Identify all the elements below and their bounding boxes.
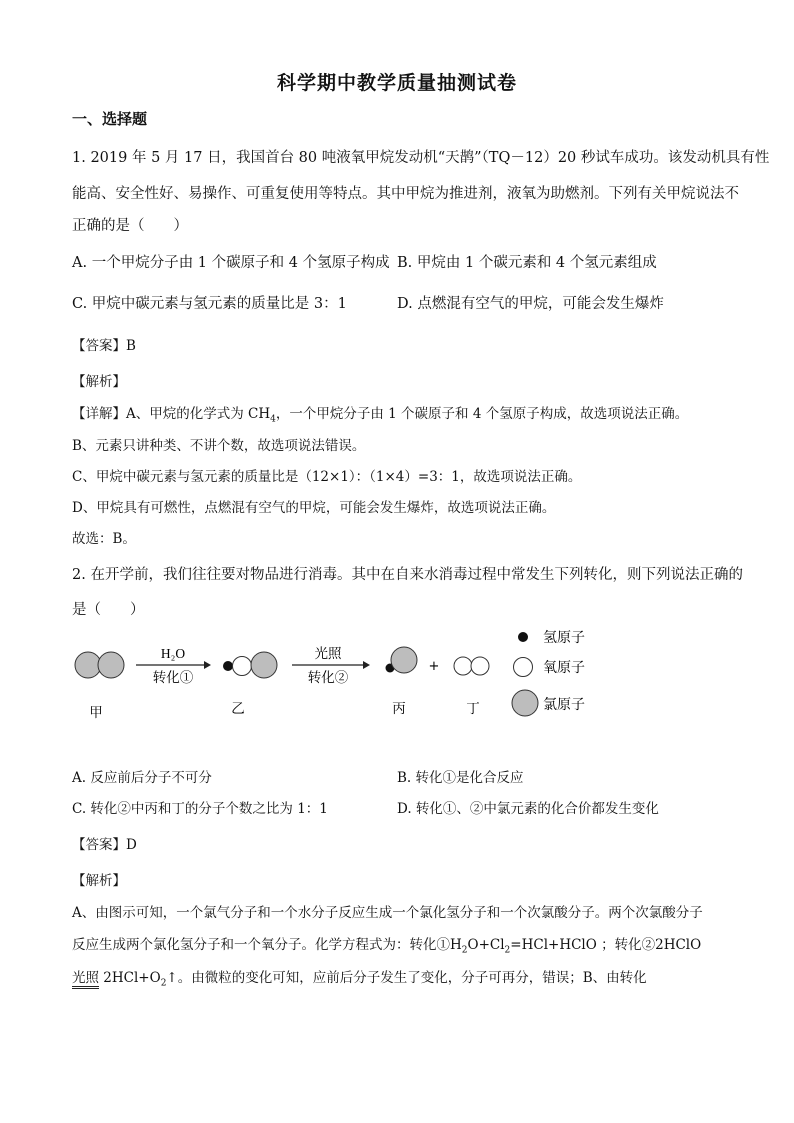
molecule-bing [386, 647, 418, 673]
q2-option-a: A. 反应前后分子不可分 [72, 770, 212, 786]
reaction-diagram [0, 625, 794, 725]
section-heading: 一、选择题 [72, 110, 148, 128]
q1-option-c: C. 甲烷中碳元素与氢元素的质量比是 3：1 [72, 296, 347, 312]
q2-analysis-line3: 光照 $2HCl+O_2↑$。由微粒的变化可知，应前后分子发生了变化，分子可再分，错误；B、由转化 [72, 970, 647, 989]
q1-analysis-b: B、元素只讲种类、不讲个数，故选项说法错误。 [72, 438, 366, 454]
legend-hydrogen: 氢原子 [543, 630, 585, 646]
q1-analysis-c: C、甲烷中碳元素与氢元素的质量比是（12×1）：（1×4）=3：1，故选项说法正确。 [72, 469, 582, 485]
q2-option-d: D. 转化①、②中氯元素的化合价都发生变化 [397, 801, 659, 817]
label-yi: 乙 [231, 701, 245, 717]
legend-chlorine-marker [512, 690, 538, 716]
label-ding: 丁 [466, 701, 480, 717]
q1-detail-line: 【详解】A、甲烷的化学式为 $CH_4$，一个甲烷分子由 1 个碳原子和 4 个氢原子构成，故选项说法正确。 [72, 406, 689, 425]
legend-chlorine: 氯原子 [543, 697, 585, 713]
q2-analysis-heading: 【解析】 [72, 873, 126, 889]
legend-oxygen-marker [514, 658, 533, 677]
molecule-yi [223, 652, 277, 678]
q1-analysis-d: D、甲烷具有可燃性，点燃混有空气的甲烷，可能会发生爆炸，故选项说法正确。 [72, 500, 556, 516]
arrow2-label: 转化② [307, 670, 349, 686]
molecule-ding [454, 657, 489, 675]
q1-stem-line3: 正确的是（ ） [72, 218, 188, 234]
q1-option-d: D. 点燃混有空气的甲烷，可能会发生爆炸 [397, 296, 664, 312]
q1-choose: 故选：B。 [72, 531, 136, 547]
q1-stem-line2: 能高、安全性好、易操作、可重复使用等特点。其中甲烷为推进剂，液氧为助燃剂。下列有关甲烷说法不 [72, 186, 739, 202]
q1-option-a: A. 一个甲烷分子由 1 个碳原子和 4 个氢原子构成 [72, 255, 390, 271]
q2-analysis-line2: 反应生成两个氯化氢分子和一个氧分子。化学方程式为：转化$①H_2O+Cl_2=HCl+HClO$ ；转化②2HClO [72, 937, 702, 956]
molecule-jia [75, 652, 124, 678]
q2-option-c: C. 转化②中丙和丁的分子个数之比为 1：1 [72, 801, 328, 817]
legend-oxygen: 氧原子 [543, 660, 585, 676]
equation-condition: 光照 [72, 971, 99, 989]
arrow1-condition: H₂O [160, 646, 186, 661]
q2-option-b: B. 转化①是化合反应 [397, 770, 524, 786]
label-bing: 丙 [392, 701, 406, 717]
legend [512, 630, 585, 716]
q2-stem-line2: 是（ ） [72, 602, 145, 618]
plus-sign: + [428, 659, 440, 674]
page-title: 科学期中教学质量抽测试卷 [276, 72, 517, 94]
q1-analysis-heading: 【解析】 [72, 374, 126, 390]
q2-answer: 【答案】D [72, 837, 137, 853]
q2-stem-line1: 2. 在开学前，我们往往要对物品进行消毒。其中在自来水消毒过程中常发生下列转化，则下列说法正确的 [72, 567, 743, 583]
legend-hydrogen-marker [518, 632, 528, 642]
arrow2-condition: 光照 [314, 646, 342, 662]
q1-stem-line1: 1. 2019 年 5 月 17 日，我国首台 80 吨液氧甲烷发动机“天鹊”（TQ－12）20 秒试车成功。该发动机具有性 [72, 150, 770, 166]
label-jia: 甲 [89, 705, 103, 721]
q2-analysis-line1: A、由图示可知，一个氯气分子和一个水分子反应生成一个氯化氢分子和一个次氯酸分子。两个次氯酸分子 [72, 905, 703, 921]
q1-option-b: B. 甲烷由 1 个碳元素和 4 个氢元素组成 [397, 255, 657, 271]
arrow-2 [292, 645, 370, 686]
q1-answer: 【答案】B [72, 338, 136, 354]
arrow-1 [136, 646, 211, 686]
arrow1-label: 转化① [152, 670, 194, 686]
